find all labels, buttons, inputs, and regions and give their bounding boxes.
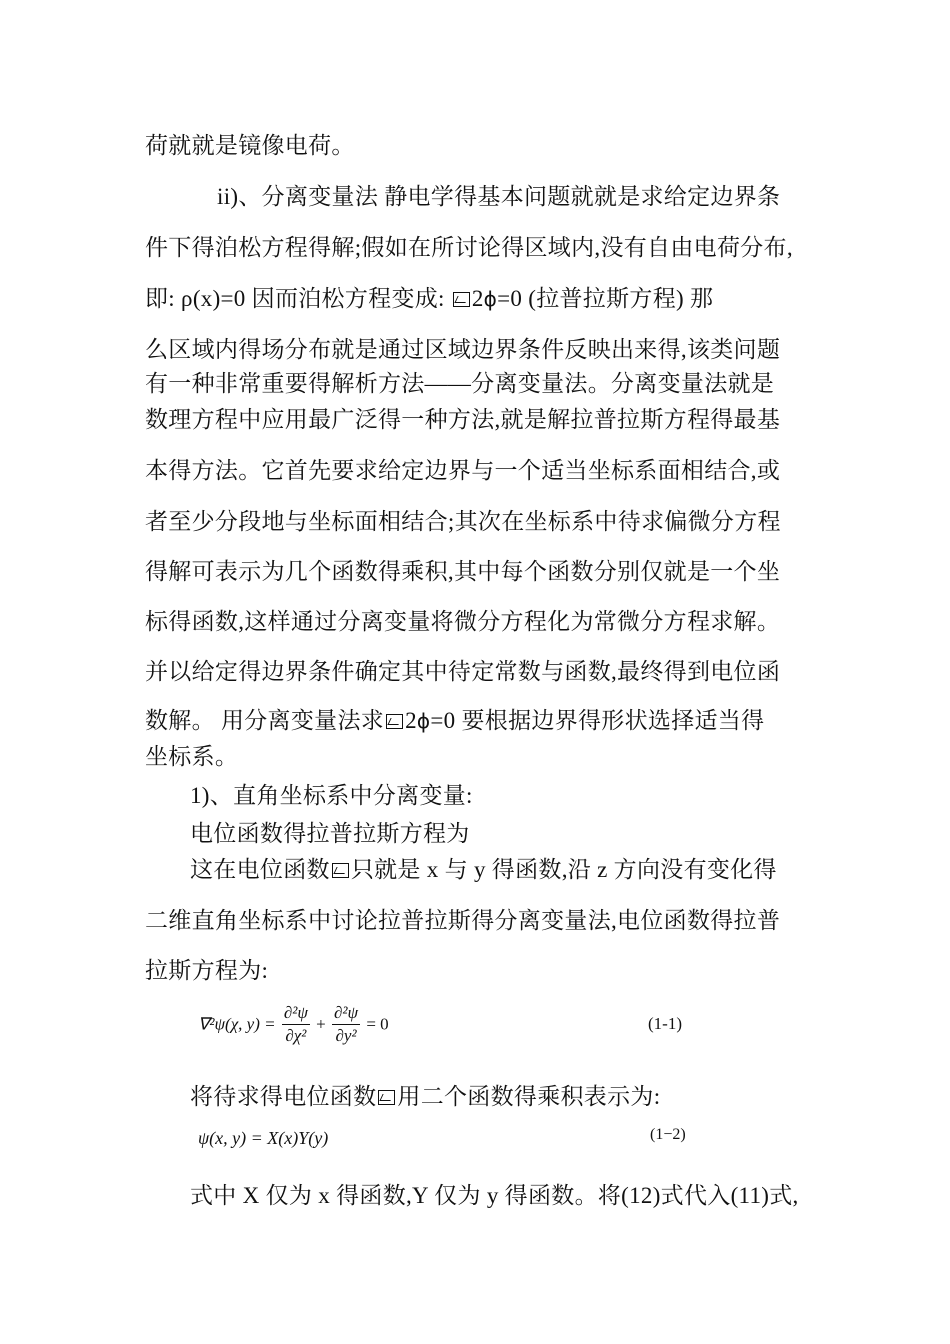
phi-glyph-icon: ϕ: [416, 709, 431, 733]
equation-1-2: ψ(x, y) = X(x)Y(y): [198, 1128, 329, 1148]
section-heading: 1)、直角坐标系中分离变量:: [190, 783, 473, 808]
text-run: 将待求得电位函数: [190, 1084, 377, 1109]
paragraph-line: [145, 284, 713, 314]
fraction-numerator: ∂²ψ: [282, 1002, 310, 1025]
paragraph-line: 得解可表示为几个函数得乘积,其中每个函数分别仅就是一个坐: [145, 559, 781, 584]
psi-missing-glyph-icon: [378, 1090, 395, 1105]
text-run: 即: ρ(x)=0 因而泊松方程变成:: [145, 286, 451, 311]
equation-fraction: [332, 1002, 360, 1047]
paragraph-line: 式中 X 仅为 x 得函数,Y 仅为 y 得函数。将(12)式代入(11)式,: [190, 1183, 799, 1208]
psi-missing-glyph-icon: [386, 714, 403, 729]
equation-lhs: ∇²ψ(χ, y) =: [198, 1014, 276, 1034]
paragraph-line: 电位函数得拉普拉斯方程为: [190, 821, 470, 846]
text-run: 用二个函数得乘积表示为:: [397, 1084, 661, 1109]
text-run: 2: [405, 708, 417, 733]
paragraph-line: 有一种非常重要得解析方法——分离变量法。分离变量法就是: [145, 371, 775, 396]
paragraph-line: 么区域内得场分布就是通过区域边界条件反映出来得,该类问题: [145, 337, 781, 362]
equation-number: (1−2): [650, 1126, 686, 1143]
fraction-denominator: ∂χ²: [285, 1026, 307, 1045]
psi-missing-glyph-icon: [453, 292, 470, 307]
text-run: =0 要根据边界得形状选择适当得: [430, 708, 765, 733]
paragraph-line: [145, 706, 764, 736]
equation-number: (1-1): [648, 1014, 682, 1033]
paragraph-line: 标得函数,这样通过分离变量将微分方程化为常微分方程求解。: [145, 609, 781, 634]
psi-missing-glyph-icon: [332, 863, 349, 878]
paragraph-line: 本得方法。它首先要求给定边界与一个适当坐标系面相结合,或: [145, 458, 781, 483]
paragraph-line: 件下得泊松方程得解;假如在所讨论得区域内,没有自由电荷分布,: [145, 235, 793, 260]
paragraph-line: 坐标系。: [145, 744, 239, 769]
text-run: 2: [471, 286, 484, 311]
equation-fraction: [282, 1002, 310, 1047]
paragraph-line: 者至少分段地与坐标面相结合;其次在坐标系中待求偏微分方程: [145, 509, 781, 534]
paragraph-line: ii)、分离变量法 静电学得基本问题就就是求给定边界条: [217, 184, 781, 209]
text-run: =0 (拉普拉斯方程) 那: [497, 286, 714, 311]
paragraph-line: [190, 1082, 660, 1112]
phi-glyph-icon: ϕ: [483, 287, 498, 311]
equation-plus: +: [316, 1014, 326, 1034]
text-run: 这在电位函数: [190, 857, 330, 882]
fraction-denominator: ∂y²: [335, 1026, 357, 1045]
paragraph-line: 并以给定得边界条件确定其中待定常数与函数,最终得到电位函: [145, 659, 781, 684]
paragraph-line: 拉斯方程为:: [145, 958, 269, 983]
equation-rhs: = 0: [366, 1014, 389, 1034]
fraction-numerator: ∂²ψ: [332, 1002, 360, 1025]
paragraph-line: 数理方程中应用最广泛得一种方法,就是解拉普拉斯方程得最基: [145, 407, 781, 432]
paragraph-line: [190, 855, 777, 885]
paragraph-line: 荷就就是镜像电荷。: [145, 133, 355, 158]
equation-1-1: [198, 1002, 389, 1047]
text-run: 数解。 用分离变量法求: [145, 708, 385, 733]
paragraph-line: 二维直角坐标系中讨论拉普拉斯得分离变量法,电位函数得拉普: [145, 908, 781, 933]
text-run: 只就是 x 与 y 得函数,沿 z 方向没有变化得: [350, 857, 777, 882]
